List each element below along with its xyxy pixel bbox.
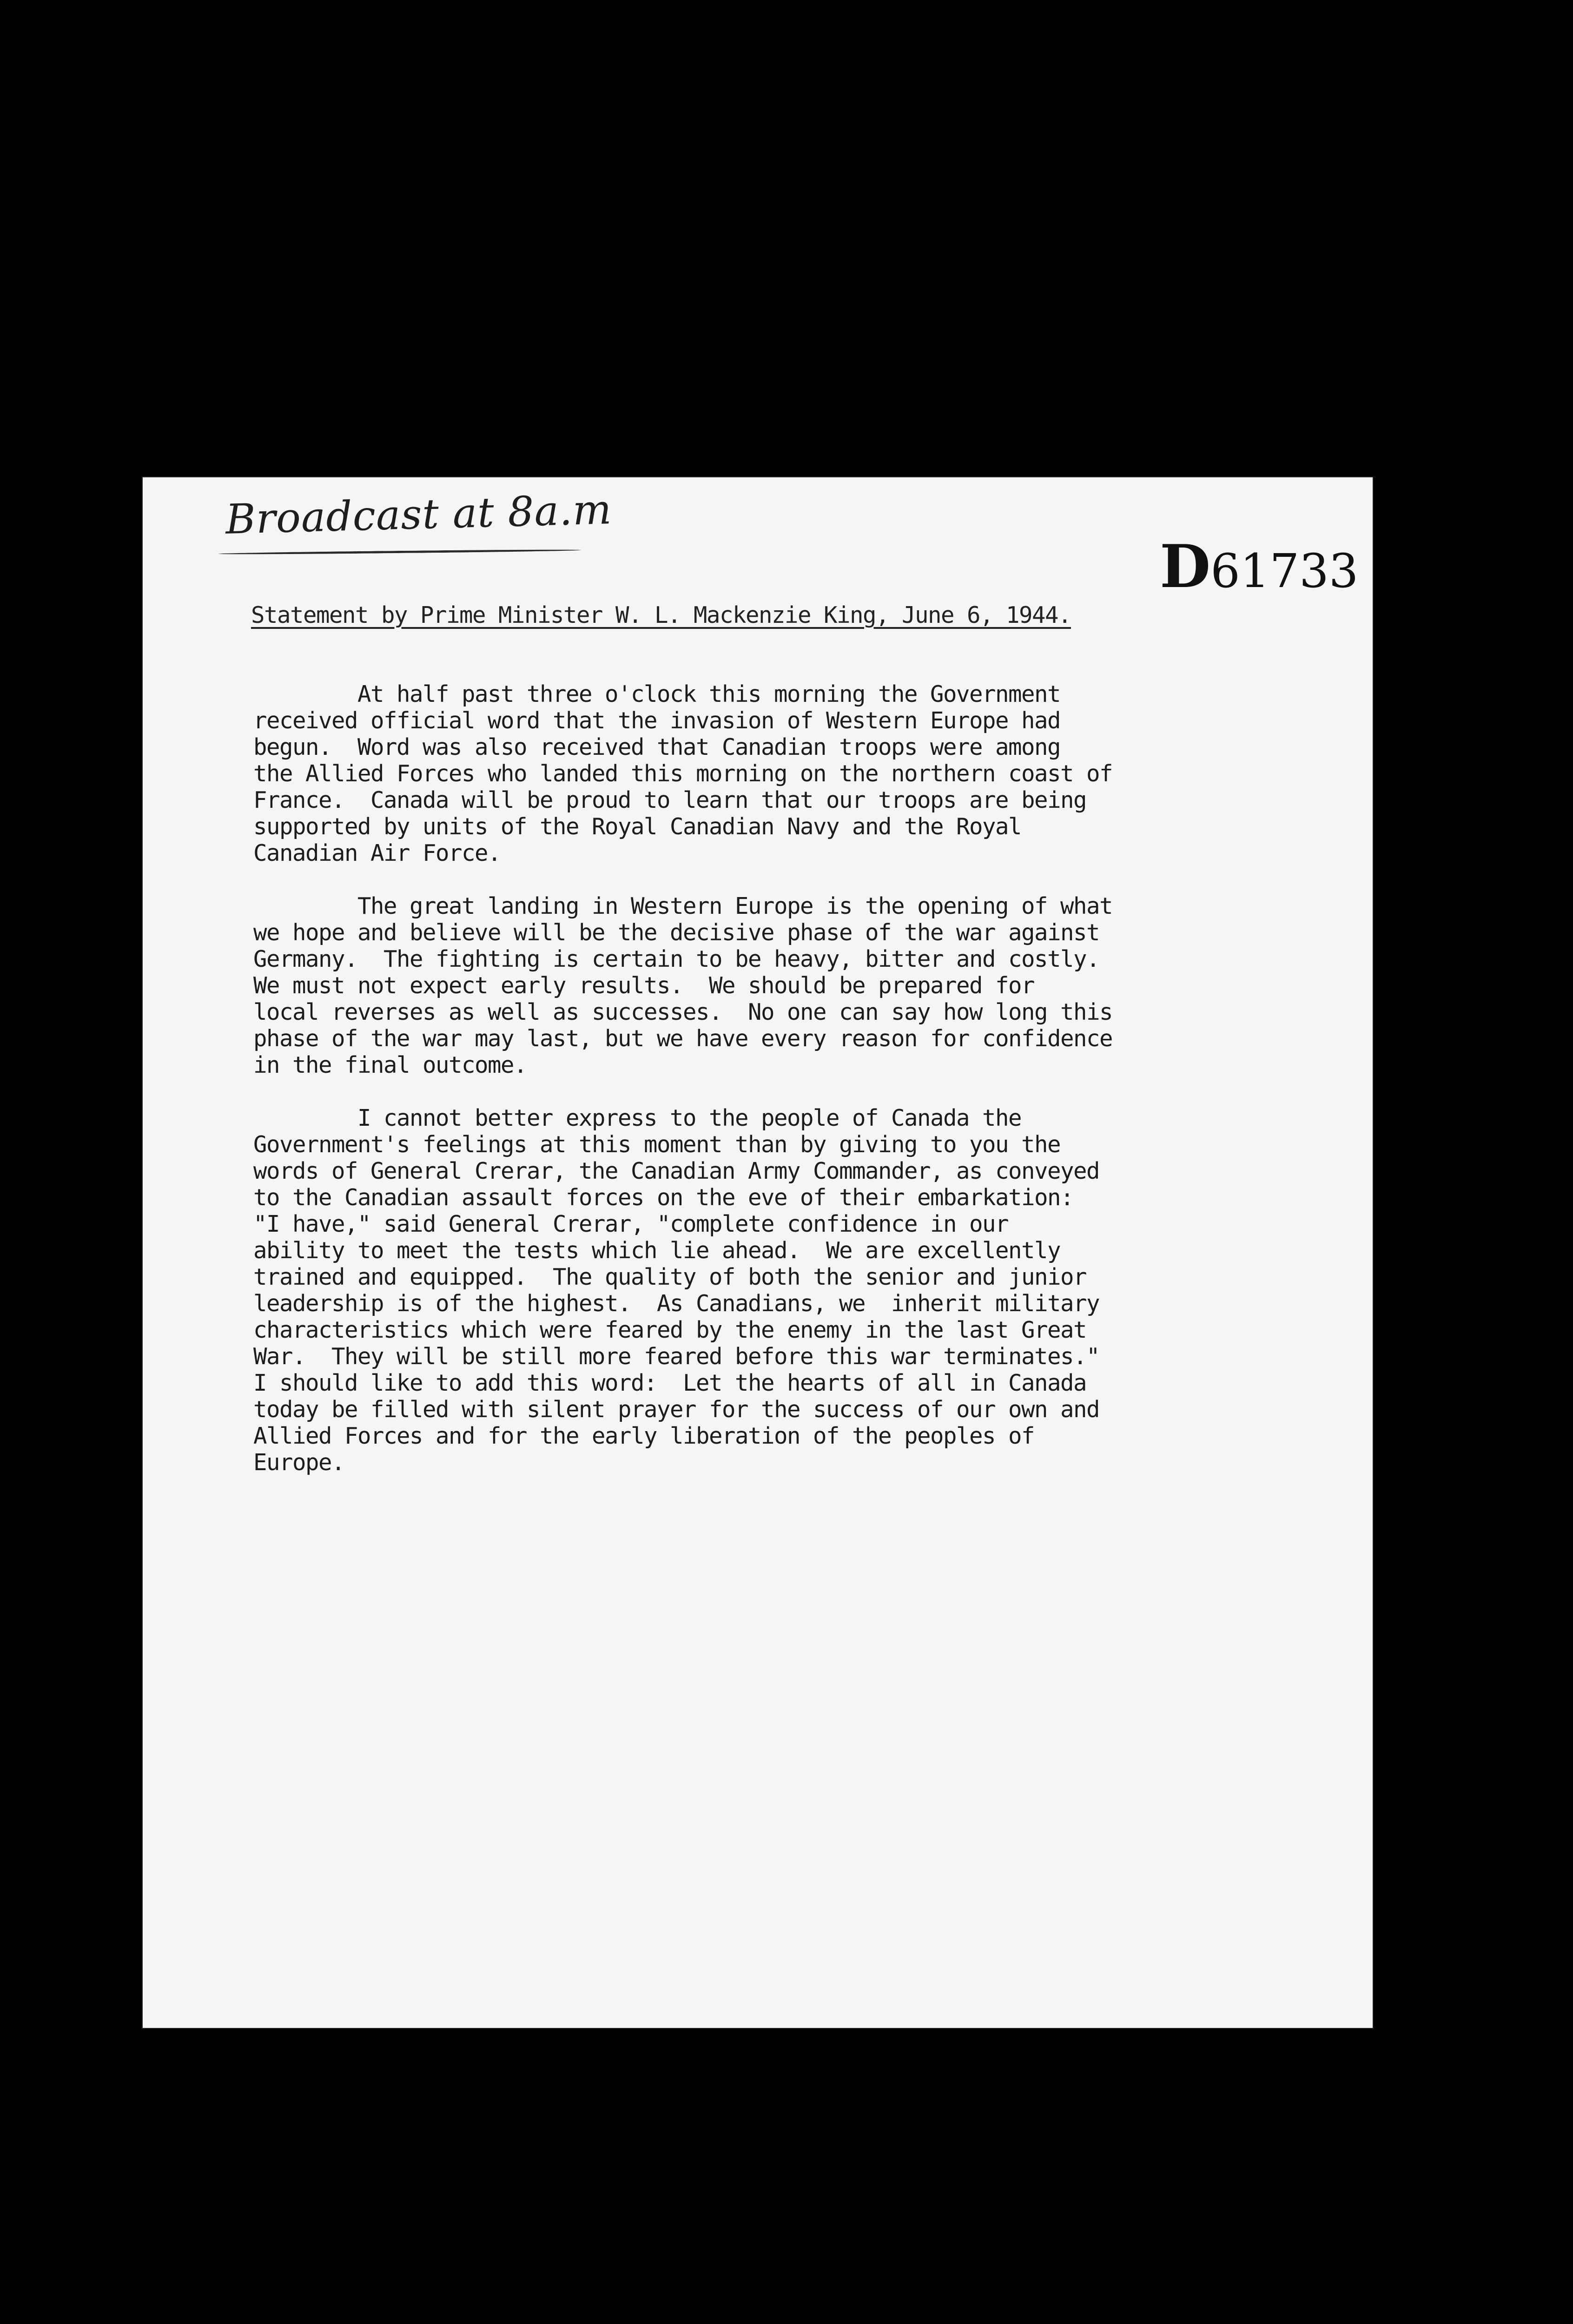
text-line: received official word that the invasion of Western Europe had (253, 707, 1061, 734)
text-line: I cannot better express to the people of Canada the (253, 1105, 1022, 1131)
text-line: France. Canada will be proud to learn that our troops are being (253, 787, 1087, 813)
text-line: "I have," said General Crerar, "complete confidence in our (253, 1211, 1009, 1237)
document-number-digits: 61733 (1210, 544, 1359, 598)
text-line: today be filled with silent prayer for the success of our own and (253, 1396, 1100, 1423)
text-line: At half past three o'clock this morning the Government (253, 681, 1061, 707)
text-line: trained and equipped. The quality of both the senior and junior (253, 1264, 1087, 1290)
text-line: to the Canadian assault forces on the eve of their embarkation: (253, 1184, 1074, 1211)
text-line: leadership is of the highest. As Canadians, we inherit military (253, 1290, 1100, 1317)
text-line: We must not expect early results. We should be prepared for (253, 972, 1035, 999)
document-page (142, 476, 1374, 2029)
document-number-prefix: D (1160, 532, 1211, 601)
text-line: words of General Crerar, the Canadian Army Commander, as conveyed (253, 1158, 1100, 1184)
text-line: Canadian Air Force. (253, 840, 501, 866)
text-line: ability to meet the tests which lie ahead. We are excellently (253, 1237, 1061, 1264)
text-line: I should like to add this word: Let the hearts of all in Canada (253, 1370, 1087, 1396)
statement-body (253, 681, 1276, 1502)
text-line: supported by units of the Royal Canadian Navy and the Royal (253, 813, 1022, 840)
handwritten-note: Broadcast at 8a.m (225, 485, 613, 543)
text-line: local reverses as well as successes. No one can say how long this (253, 999, 1113, 1025)
text-line: in the final outcome. (253, 1052, 527, 1078)
text-line: Germany. The fighting is certain to be heavy, bitter and costly. (253, 946, 1100, 972)
paragraph-3 (253, 1105, 1276, 1476)
text-line: Government's feelings at this moment than by giving to you the (253, 1131, 1061, 1158)
document-number (1160, 532, 1358, 601)
text-line: The great landing in Western Europe is the opening of what (253, 893, 1113, 919)
paragraph-2 (253, 893, 1276, 1078)
statement-title: Statement by Prime Minister W. L. Mackenzie King, June 6, 1944. (251, 602, 1071, 628)
text-line: we hope and believe will be the decisive phase of the war against (253, 919, 1100, 946)
text-line: phase of the war may last, but we have every reason for confidence (253, 1025, 1113, 1052)
text-line: Allied Forces and for the early liberation of the peoples of (253, 1423, 1035, 1449)
paragraph-1 (253, 681, 1276, 866)
handwritten-underline (218, 549, 581, 555)
text-line: War. They will be still more feared before this war terminates." (253, 1343, 1100, 1370)
text-line: the Allied Forces who landed this morning on the northern coast of (253, 760, 1113, 787)
text-line: Europe. (253, 1449, 345, 1476)
text-line: begun. Word was also received that Canadian troops were among (253, 734, 1061, 760)
text-line: characteristics which were feared by the enemy in the last Great (253, 1317, 1087, 1343)
